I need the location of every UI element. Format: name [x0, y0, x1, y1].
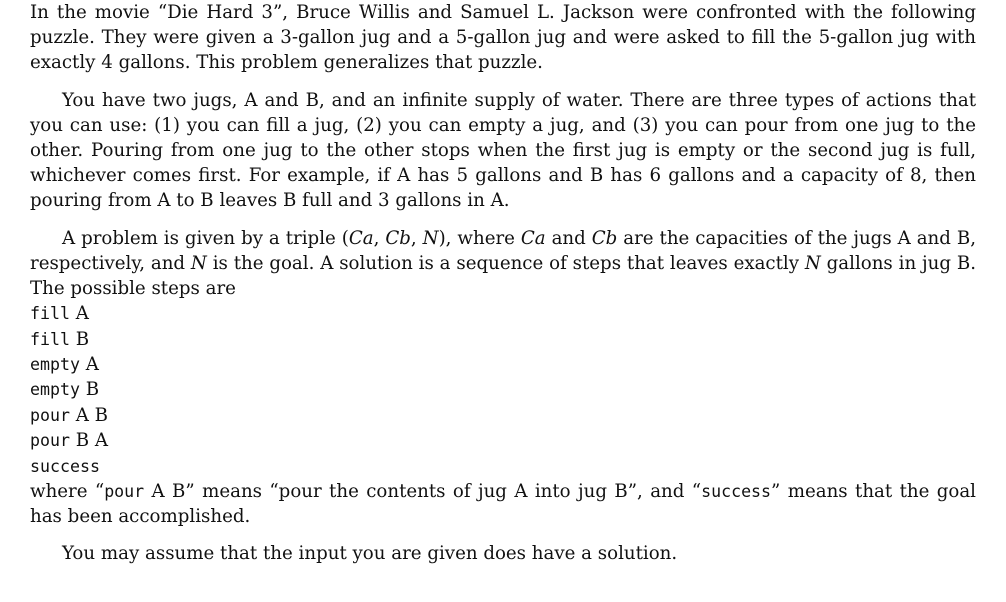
code-pour: pour	[104, 481, 145, 501]
math-ca: Ca	[348, 227, 374, 249]
step-item	[30, 301, 976, 326]
step-item	[30, 327, 976, 352]
math-n: N	[422, 227, 439, 249]
steps-list	[30, 301, 976, 479]
text-segment: ” means that the goal has been accomplished.	[30, 480, 976, 528]
text-segment: and	[545, 227, 592, 249]
text-segment: ), where	[438, 227, 521, 249]
text-segment: A B” means “pour the contents of jug A into jug B”, and “	[144, 480, 702, 502]
step-keyword: fill	[30, 329, 70, 349]
step-keyword: pour	[30, 405, 70, 425]
step-args: A	[69, 303, 89, 325]
step-item	[30, 454, 976, 479]
step-item	[30, 403, 976, 428]
text-segment: gallons in jug B. The possible steps are	[30, 252, 977, 300]
step-args: A	[79, 354, 99, 376]
math-cb: Cb	[591, 227, 618, 249]
step-args: B	[69, 328, 90, 350]
text-segment: A problem is given by a triple (	[62, 227, 349, 249]
math-n: N	[804, 252, 821, 274]
text-segment: is the goal. A solution is a sequence of steps that leaves exactly	[206, 252, 805, 274]
step-keyword: success	[30, 456, 100, 476]
math-cb: Cb	[385, 227, 411, 249]
step-keyword: empty	[30, 355, 80, 375]
document-page	[30, 0, 976, 567]
step-item	[30, 428, 976, 453]
text-segment: are the capacities of the jugs A and B, respectively, and	[30, 227, 976, 274]
step-keyword: pour	[30, 431, 70, 451]
step-keyword: fill	[30, 304, 70, 324]
text-segment: ,	[410, 227, 423, 249]
problem-definition-paragraph	[30, 226, 976, 302]
text-segment: where “	[30, 480, 105, 502]
step-args: B	[79, 379, 100, 401]
step-args: B A	[69, 430, 109, 452]
intro-paragraph: In the movie “Die Hard 3”, Bruce Willis and Samuel L. Jackson were confronted with the following puzzle. They were given a 3-gallon jug and a 5-gallon jug and were asked to fill the 5-gallon jug with exactly 4 gallons. This problem generalizes that puzzle.	[30, 2, 976, 74]
text-segment: ,	[373, 227, 386, 249]
math-n: N	[190, 252, 207, 274]
math-ca: Ca	[520, 227, 546, 249]
code-success: success	[701, 481, 772, 501]
rules-paragraph: You have two jugs, A and B, and an infinite supply of water. There are three types of actions that you can use: (1) you can fill a jug, (2) you can empty a jug, and (3) you can pour from one jug to the other. Pouring from one jug to the other stops when the first jug is empty or the second jug is full, whichever comes first. For example, if A has 5 gallons and B has 6 gallons and a capacity of 8, then pouring from A to B leaves B full and 3 gallons in A.	[30, 89, 976, 212]
assumption-paragraph: You may assume that the input you are given does have a solution.	[62, 543, 678, 565]
step-meaning-paragraph	[30, 479, 976, 529]
step-item	[30, 352, 976, 377]
step-args: A B	[69, 404, 109, 426]
step-item	[30, 377, 976, 402]
step-keyword: empty	[30, 380, 80, 400]
